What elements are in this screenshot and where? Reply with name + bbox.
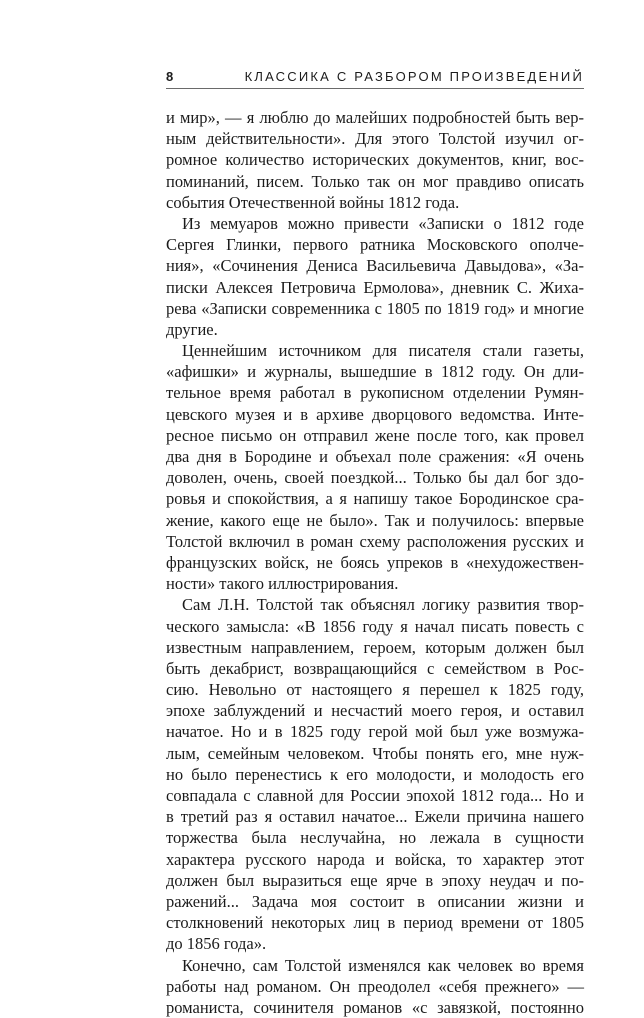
text-line: характера русского народа и войска, то характер этот bbox=[166, 849, 584, 870]
text-line: ческого замысла: «В 1856 году я начал писать повесть с bbox=[166, 616, 584, 637]
text-line: столкновений некоторых лиц в период времени от 1805 bbox=[166, 912, 584, 933]
text-line: тельное время работал в рукописном отделении Румян- bbox=[166, 382, 584, 403]
text-line: поминаний, писем. Только так он мог правдиво описать bbox=[166, 171, 584, 192]
text-line: другие. bbox=[166, 319, 584, 340]
text-line: торжества была неслучайна, но лежала в сущности bbox=[166, 827, 584, 848]
text-line: рева «Записки современника с 1805 по 1819 год» и многие bbox=[166, 298, 584, 319]
text-line: ным действительности». Для этого Толстой изучил ог- bbox=[166, 128, 584, 149]
text-line: писки Алексея Петровича Ермолова», дневник С. Жиха- bbox=[166, 277, 584, 298]
header-rule bbox=[166, 88, 584, 89]
text-line: ровья и спокойствия, а я напишу такое Бородинское сра- bbox=[166, 488, 584, 509]
text-line: ражений... Задача моя состоит в описании жизни и bbox=[166, 891, 584, 912]
text-line: доволен, очень, своей поездкой... Только бы дал бог здо- bbox=[166, 467, 584, 488]
text-line: Сам Л.Н. Толстой так объяснял логику развития твор- bbox=[166, 594, 584, 615]
text-line: известным направлением, героем, которым должен был bbox=[166, 637, 584, 658]
text-line: но было перенестись к его молодости, и молодость его bbox=[166, 764, 584, 785]
text-line: ресное письмо он отправил жене после того, как провел bbox=[166, 425, 584, 446]
running-title: КЛАССИКА С РАЗБОРОМ ПРОИЗВЕДЕНИЙ bbox=[245, 69, 584, 84]
paragraph bbox=[166, 107, 584, 213]
paragraph bbox=[166, 213, 584, 340]
paragraph bbox=[166, 955, 584, 1018]
text-line: до 1856 года». bbox=[166, 933, 584, 954]
body-text bbox=[166, 107, 584, 1018]
text-line: должен был выразиться еще ярче в эпоху неудач и по- bbox=[166, 870, 584, 891]
text-line: работы над романом. Он преодолел «себя прежнего» — bbox=[166, 976, 584, 997]
text-line: ромное количество исторических документов, книг, вос- bbox=[166, 149, 584, 170]
text-line: сию. Невольно от настоящего я перешел к 1825 году, bbox=[166, 679, 584, 700]
text-line: совпадала с славной для России эпохой 1812 года... Но и bbox=[166, 785, 584, 806]
text-line: эпохе заблуждений и несчастий моего героя, и оставил bbox=[166, 700, 584, 721]
text-line: Сергея Глинки, первого ратника Московского ополче- bbox=[166, 234, 584, 255]
text-line: быть декабрист, возвращающийся с семейством в Рос- bbox=[166, 658, 584, 679]
text-line: романиста, сочинителя романов «с завязкой, постоянно bbox=[166, 997, 584, 1018]
text-line: Конечно, сам Толстой изменялся как человек во время bbox=[166, 955, 584, 976]
text-line: два дня в Бородине и объехал поле сражения: «Я очень bbox=[166, 446, 584, 467]
text-line: Толстой включил в роман схему расположения русских и bbox=[166, 531, 584, 552]
page-number: 8 bbox=[166, 69, 173, 84]
paragraph bbox=[166, 594, 584, 954]
running-head bbox=[166, 69, 584, 93]
paragraph bbox=[166, 340, 584, 594]
text-line: Из мемуаров можно привести «Записки о 1812 годе bbox=[166, 213, 584, 234]
text-line: жение, какого еще не было». Так и получилось: впервые bbox=[166, 510, 584, 531]
text-line: начатое. Но и в 1825 году герой мой был уже возмужа- bbox=[166, 721, 584, 742]
text-line: «афишки» и журналы, вышедшие в 1812 году. Он дли- bbox=[166, 361, 584, 382]
text-line: ности» такого иллюстрирования. bbox=[166, 573, 584, 594]
text-line: цевского музея и в архиве дворцового ведомства. Инте- bbox=[166, 404, 584, 425]
text-line: французских войск, не боясь упреков в «нехудожествен- bbox=[166, 552, 584, 573]
text-line: события Отечественной войны 1812 года. bbox=[166, 192, 584, 213]
text-line: ния», «Сочинения Дениса Васильевича Давыдова», «За- bbox=[166, 255, 584, 276]
text-line: Ценнейшим источником для писателя стали газеты, bbox=[166, 340, 584, 361]
text-line: в третий раз я оставил начатое... Ежели причина нашего bbox=[166, 806, 584, 827]
text-line: лым, семейным человеком. Чтобы понять его, мне нуж- bbox=[166, 743, 584, 764]
text-line: и мир», — я люблю до малейших подробностей быть вер- bbox=[166, 107, 584, 128]
